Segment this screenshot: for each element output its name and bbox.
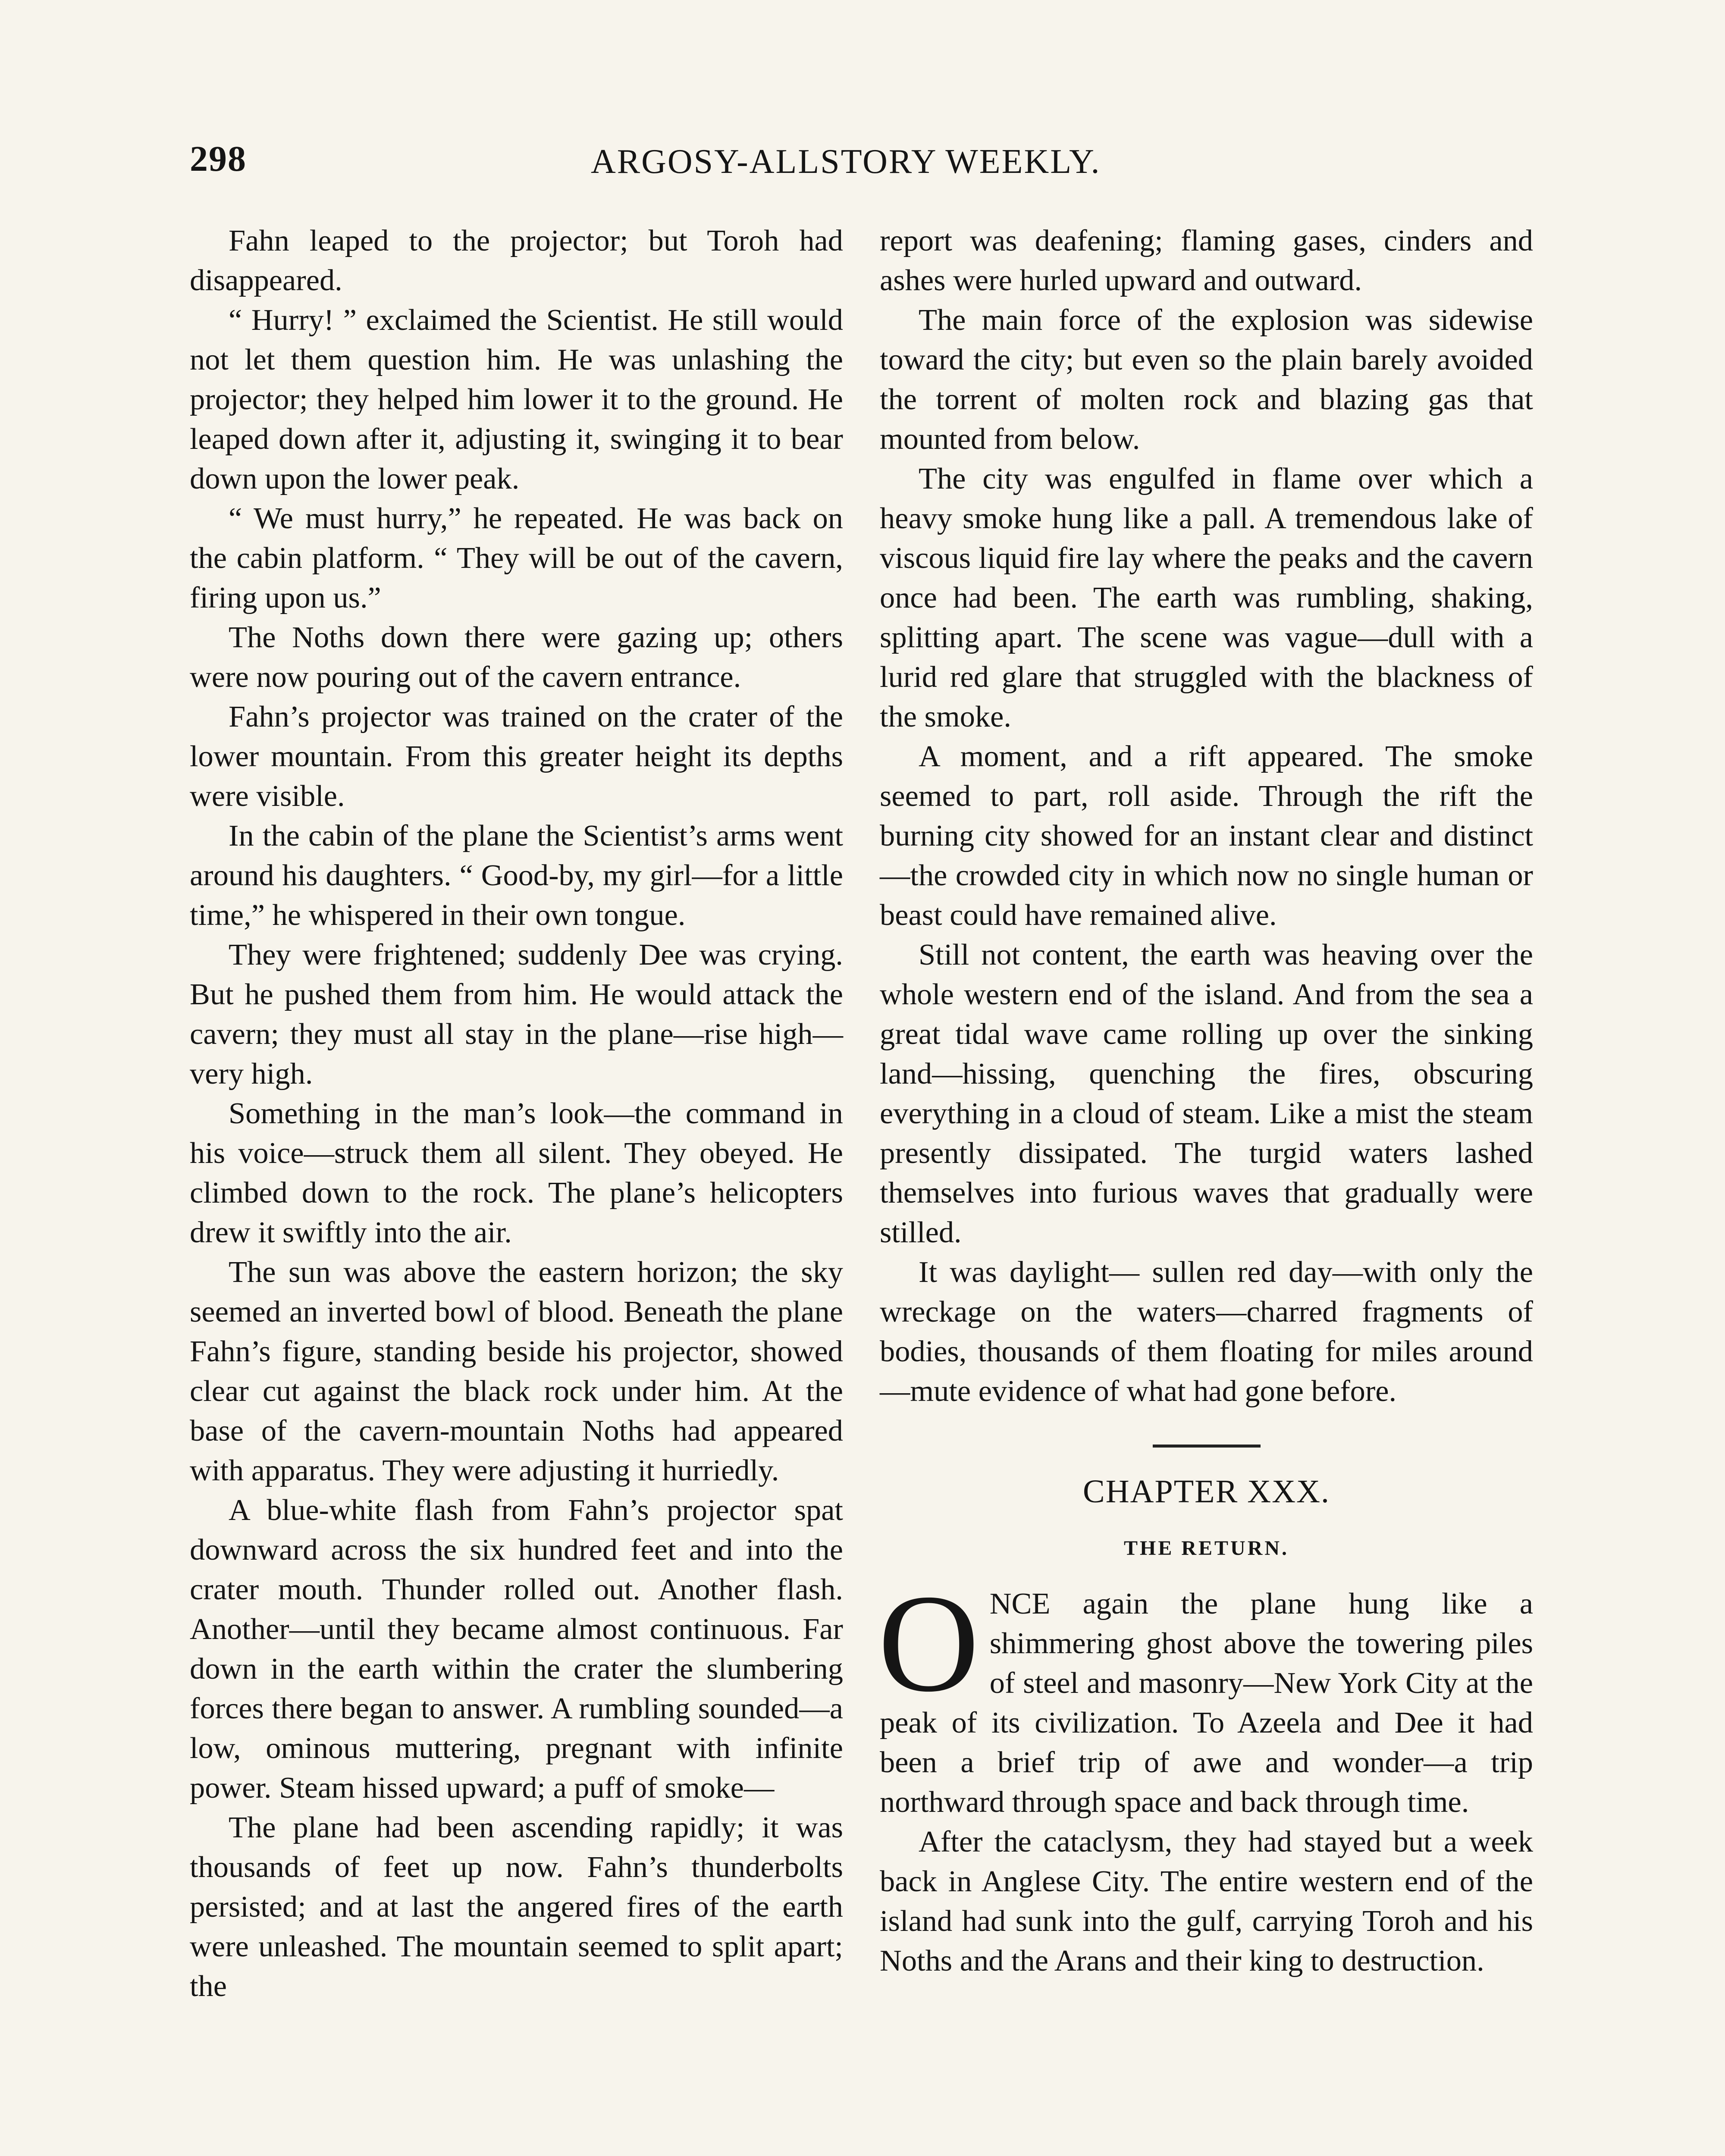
paragraph: In the cabin of the plane the Scientist’s arms went around his daughters. “ Good-by, my girl—for a little time,” he whispered in their own tongue. xyxy=(190,819,843,932)
paragraph: Still not content, the earth was heaving over the whole western end of the island. And from the sea a great tidal wave came rolling up over the sinking land—hissing, quenching the fires, obscuring everything in a cloud of steam. Like a mist the steam presently dissipated. The turgid waters lashed themselves into furious waves that gradually were stilled. xyxy=(880,938,1533,1249)
paragraph: The sun was above the eastern horizon; the sky seemed an inverted bowl of blood. Beneath the plane Fahn’s figure, standing beside his projector, showed clear cut against the black rock under him. At the base of the cavern-mountain Noths had appeared with apparatus. They were adjusting it hurriedly. xyxy=(190,1255,843,1487)
paragraph: A blue-white flash from Fahn’s projector spat downward across the six hundred feet and into the crater mouth. Thunder rolled out. Another flash. Another—until they became almost continuous. Far down in the earth within the crater the slumbering forces there began to answer. A rumbling sounded—a low, ominous muttering, pregnant with infinite power. Steam hissed upward; a puff of smoke— xyxy=(190,1493,843,1805)
paragraph: The Noths down there were gazing up; others were now pouring out of the cavern entrance. xyxy=(190,620,843,694)
section-divider xyxy=(1153,1445,1261,1448)
page-number: 298 xyxy=(190,139,247,179)
paragraph: The city was engulfed in flame over which a heavy smoke hung like a pall. A tremendous lake of viscous liquid fire lay where the peaks and the cavern once had been. The earth was rumbling, shaking, splitting apart. The scene was vague—dull with a lurid red glare that struggled with the blackness of the smoke. xyxy=(880,462,1533,733)
paragraph: They were frightened; suddenly Dee was crying. But he pushed them from him. He would attack the cavern; they must all stay in the plane—rise high—very high. xyxy=(190,938,843,1091)
paragraph: “ We must hurry,” he repeated. He was back on the cabin platform. “ They will be out of the cavern, firing upon us.” xyxy=(190,501,843,614)
paragraph: Fahn’s projector was trained on the crater of the lower mountain. From this greater height its depths were visible. xyxy=(190,700,843,813)
paragraph: After the cataclysm, they had stayed but a week back in Anglese City. The entire western end of the island had sunk into the gulf, carrying Toroh and his Noths and the Arans and their king to destruction. xyxy=(880,1825,1533,1977)
running-title: ARGOSY-ALLSTORY WEEKLY. xyxy=(591,143,1101,181)
drop-cap: O xyxy=(878,1566,979,1721)
paragraph: A moment, and a rift appeared. The smoke seemed to part, roll aside. Through the rift the burning city showed for an instant clear and distinct—the crowded city in which now no single human or beast could have remained alive. xyxy=(880,740,1533,932)
paragraph: The plane had been ascending rapidly; it was thousands of feet up now. Fahn’s thunderbolts persisted; and at last the angered fires of the earth were unleashed. The mountain seemed to split apart; the xyxy=(190,1811,843,2003)
right-column xyxy=(880,221,1533,1981)
chapter-subtitle: THE RETURN. xyxy=(1123,1537,1289,1560)
paragraph: The main force of the explosion was sidewise toward the city; but even so the plain barely avoided the torrent of molten rock and blazing gas that mounted from below. xyxy=(880,303,1533,456)
opening-text: NCE again the plane hung like a shimmering ghost above the towering piles of steel and masonry—New York City at the peak of its civilization. To Azeela and Dee it had been a brief trip of awe and wonder—a trip northward through space and back through time. xyxy=(880,1587,1533,1819)
paragraph: It was daylight— sullen red day—with only the wreckage on the waters—charred fragments of bodies, thousands of them floating for miles around—mute evidence of what had gone before. xyxy=(880,1255,1533,1408)
paragraph: Fahn leaped to the projector; but Toroh had disappeared. xyxy=(190,224,843,297)
paragraph: Something in the man’s look—the command in his voice—struck them all silent. They obeyed. He climbed down to the rock. The plane’s helicopters drew it swiftly into the air. xyxy=(190,1097,843,1249)
chapter-opening-paragraph xyxy=(878,1566,1533,1822)
paragraph: “ Hurry! ” exclaimed the Scientist. He still would not let them question him. He was unlashing the projector; they helped him lower it to the ground. He leaped down after it, adjusting it, swinging it to bear down upon the lower peak. xyxy=(190,303,843,495)
paragraph-continued: report was deafening; flaming gases, cinders and ashes were hurled upward and outward. xyxy=(880,224,1533,297)
left-column xyxy=(190,221,843,2006)
page-header xyxy=(0,138,1725,194)
chapter-title: CHAPTER XXX. xyxy=(1083,1473,1330,1510)
